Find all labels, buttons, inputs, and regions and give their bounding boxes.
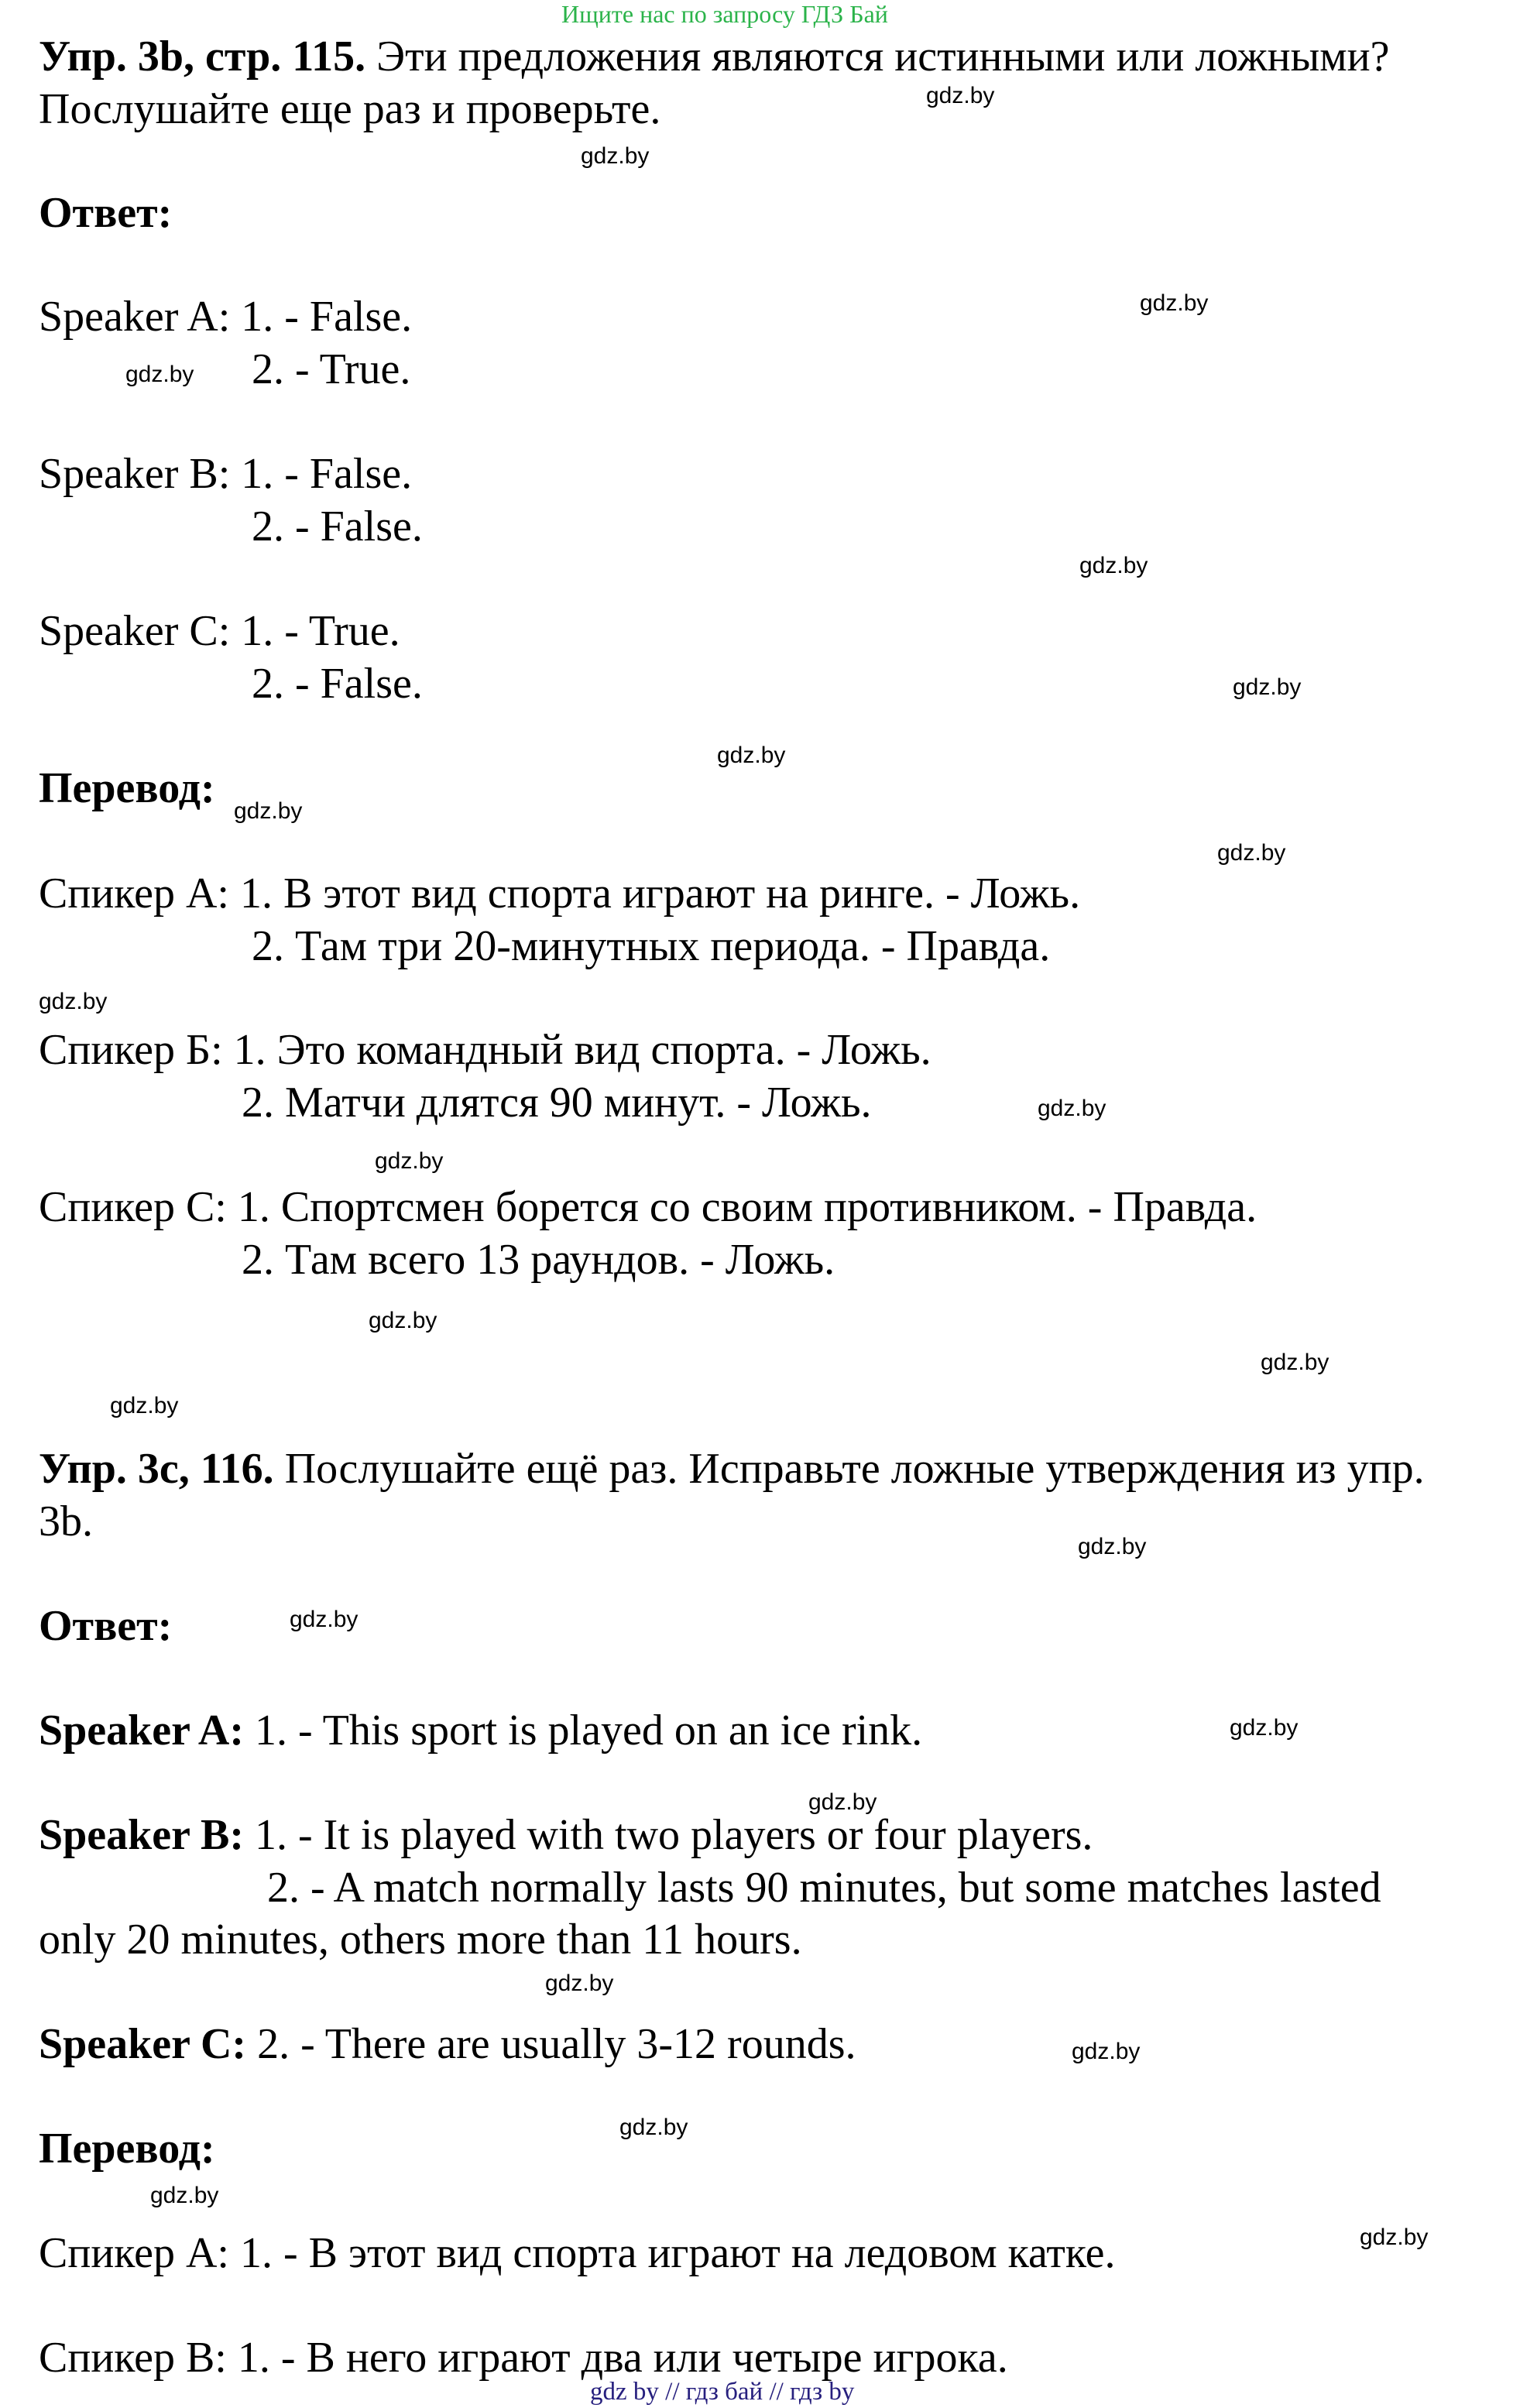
- speaker-b-label: Speaker B:: [39, 1811, 244, 1859]
- answer-line: Speaker B: 1. - False.: [39, 450, 413, 498]
- watermark: gdz.by: [110, 1393, 179, 1418]
- answer-line: 2. - False.: [252, 503, 423, 551]
- translation-heading-3c: Перевод:: [39, 2125, 215, 2173]
- exercise-3c-title: [39, 1443, 1425, 1494]
- exercise-3b-task: Эти предложения являются истинными или ложными?: [376, 33, 1390, 81]
- speaker-b-text-line2: 2. - A match normally lasts 90 minutes, but some matches lasted: [267, 1864, 1381, 1912]
- translation-heading-3b: Перевод:: [39, 764, 215, 812]
- watermark: gdz.by: [1140, 290, 1209, 316]
- watermark: gdz.by: [1038, 1096, 1106, 1121]
- watermark: gdz.by: [369, 1308, 437, 1333]
- footer-links[interactable]: gdz by // гдз бай // гдз by: [590, 2378, 855, 2406]
- watermark: gdz.by: [1079, 553, 1148, 578]
- translation-line: Спикер Б: 1. Это командный вид спорта. - Ложь.: [39, 1026, 931, 1074]
- watermark: gdz.by: [375, 1148, 444, 1174]
- watermark: gdz.by: [717, 743, 786, 768]
- answer-line: 2. - True.: [252, 345, 411, 393]
- answer-line: Speaker A: 1. - False.: [39, 293, 413, 341]
- watermark: gdz.by: [1230, 1715, 1299, 1741]
- watermark: gdz.by: [545, 1971, 614, 1996]
- answer-line: 2. - False.: [252, 660, 423, 708]
- translation-line: 2. Там три 20-минутных периода. - Правда.: [252, 922, 1051, 970]
- exercise-3c-task: Послушайте ещё раз. Исправьте ложные утверждения из упр.: [284, 1445, 1425, 1493]
- watermark: gdz.by: [39, 989, 108, 1014]
- watermark: gdz.by: [808, 1789, 877, 1815]
- speaker-c-answer: [39, 2019, 856, 2070]
- speaker-b-text-line3: only 20 minutes, others more than 11 hours.: [39, 1916, 802, 1964]
- watermark: gdz.by: [581, 143, 650, 169]
- watermark: gdz.by: [150, 2183, 219, 2208]
- translation-line: 2. Там всего 13 раундов. - Ложь.: [242, 1236, 835, 1284]
- translation-line: Спикер А: 1. В этот вид спорта играют на ринге. - Ложь.: [39, 870, 1081, 918]
- speaker-c-text: 2. - There are usually 3-12 rounds.: [257, 2020, 856, 2068]
- answer-heading-3b: Ответ:: [39, 189, 173, 237]
- exercise-3c-task-line2: 3b.: [39, 1497, 93, 1545]
- exercise-3b-title: [39, 31, 1389, 82]
- watermark: gdz.by: [290, 1607, 359, 1632]
- speaker-a-text: 1. - This sport is played on an ice rink.: [255, 1707, 923, 1755]
- answer-line: Speaker C: 1. - True.: [39, 607, 400, 655]
- answer-heading-3c: Ответ:: [39, 1602, 173, 1650]
- translation-line: Спикер В: 1. - В него играют два или четыре игрока.: [39, 2334, 1008, 2382]
- watermark: gdz.by: [1072, 2039, 1141, 2064]
- speaker-b-answer: [39, 1809, 1093, 1861]
- watermark: gdz.by: [619, 2115, 688, 2140]
- search-banner[interactable]: Ищите нас по запросу ГДЗ Бай: [561, 0, 888, 28]
- watermark: gdz.by: [926, 83, 995, 108]
- watermark: gdz.by: [1078, 1534, 1147, 1559]
- speaker-a-label: Speaker A:: [39, 1707, 244, 1755]
- speaker-c-label: Speaker C:: [39, 2020, 247, 2068]
- translation-line: Спикер С: 1. Спортсмен борется со своим противником. - Правда.: [39, 1183, 1257, 1231]
- exercise-3c-number: Упр. 3c, 116.: [39, 1445, 274, 1493]
- watermark: gdz.by: [1360, 2224, 1429, 2250]
- speaker-b-text: 1. - It is played with two players or four players.: [255, 1811, 1093, 1859]
- exercise-3b-task-line2: Послушайте еще раз и проверьте.: [39, 85, 661, 133]
- watermark: gdz.by: [1233, 674, 1302, 700]
- watermark: gdz.by: [125, 362, 194, 387]
- watermark: gdz.by: [1261, 1350, 1329, 1375]
- exercise-3b-number: Упр. 3b, стр. 115.: [39, 33, 366, 81]
- speaker-a-answer: [39, 1705, 922, 1756]
- translation-line: Спикер А: 1. - В этот вид спорта играют на ледовом катке.: [39, 2229, 1116, 2277]
- watermark: gdz.by: [1217, 840, 1286, 866]
- translation-line: 2. Матчи длятся 90 минут. - Ложь.: [242, 1079, 872, 1127]
- watermark: gdz.by: [234, 798, 303, 824]
